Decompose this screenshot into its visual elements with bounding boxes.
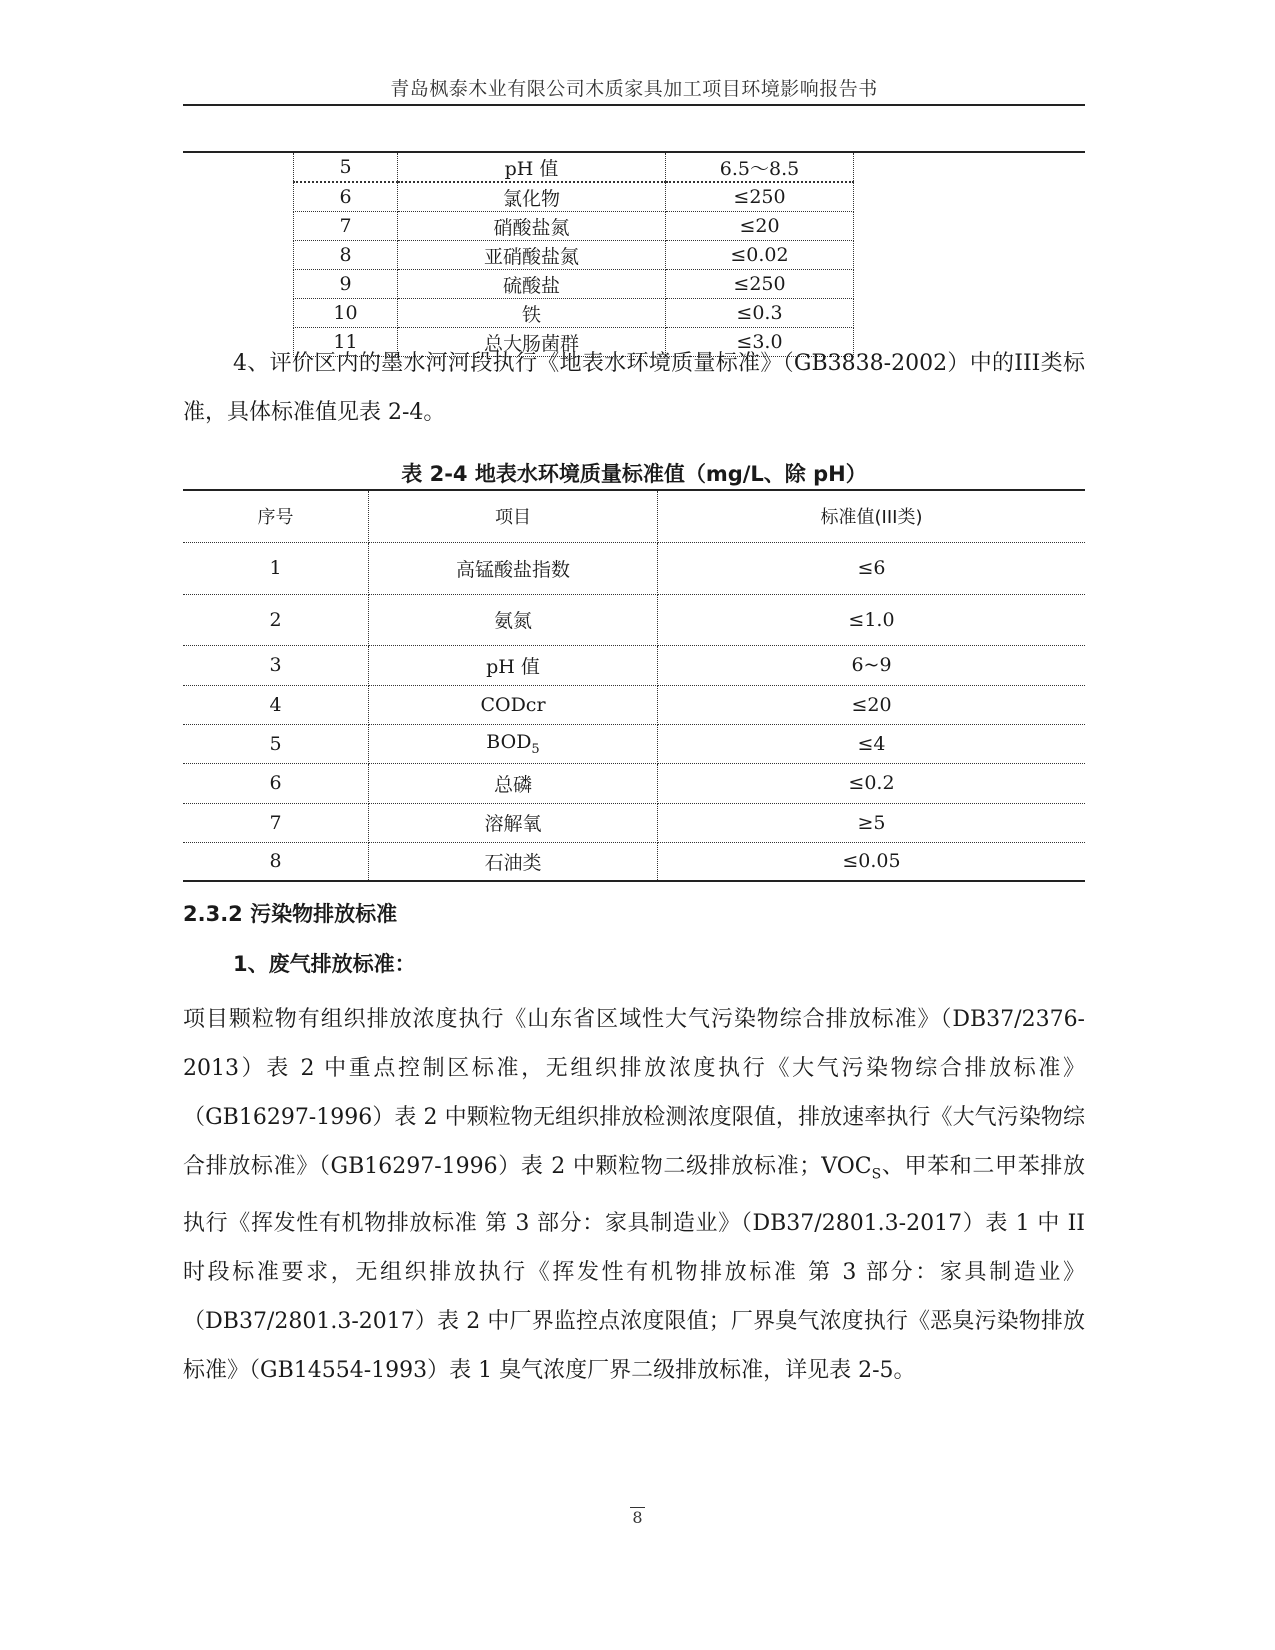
cell-item bbox=[369, 645, 658, 685]
table-row bbox=[294, 270, 854, 299]
table-row bbox=[183, 594, 1085, 645]
cell-item: 硫酸盐 bbox=[398, 270, 666, 299]
emission-text-part2: 、甲苯和二甲苯排放执行《挥发性有机物排放标准 第 3 部分：家具制造业》（DB37/2801.3-2017）表 1 中 II 时段标准要求，无组织排放执行《挥发性有机物排放标准 第 3 部分：家具制造业》（DB37/2801.3-2017）表 2 中厂界监控点浓度限值；厂界臭气浓度执行《恶臭污染物排放标准》（GB14554-1993）表 1 臭气浓度厂界二级排放标准，详见表 2-5。 bbox=[183, 1154, 1085, 1384]
table-2-4 bbox=[183, 489, 1085, 882]
paragraph-surface-water: 4、评价区内的墨水河河段执行《地表水环境质量标准》（GB3838-2002）中的III类标准，具体标准值见表 2-4。 bbox=[183, 351, 1085, 425]
cell-item-text: 石油类 bbox=[484, 851, 542, 874]
cell-value: ≤0.05 bbox=[842, 850, 901, 873]
page-number bbox=[0, 1508, 1275, 1527]
header-value: 标准值(III类) bbox=[658, 490, 1086, 542]
emission-text-part1: 项目颗粒物有组织排放浓度执行《山东省区域性大气污染物综合排放标准》（DB37/2376-2013）表 2 中重点控制区标准，无组织排放浓度执行《大气污染物综合排放标准》（GB16297-1996）表 2 中颗粒物无组织排放检测浓度限值，排放速率执行《大气污染物综合排放标准》（GB16297-1996）表 2 中颗粒物二级排放标准；VOC bbox=[183, 1007, 1085, 1179]
cell-value: ≤0.02 bbox=[666, 241, 854, 270]
cell-item bbox=[369, 594, 658, 645]
cell-no: 11 bbox=[294, 328, 398, 357]
page-number-text: 8 bbox=[632, 1508, 643, 1527]
cell-item bbox=[369, 724, 658, 763]
table-row bbox=[294, 241, 854, 270]
cell-item-text: CODcr bbox=[480, 693, 546, 716]
table-row bbox=[294, 299, 854, 328]
section-heading: 2.3.2 污染物排放标准 bbox=[183, 902, 398, 926]
table-row bbox=[183, 763, 1085, 803]
table-row bbox=[294, 182, 854, 212]
cell-no: 6 bbox=[294, 182, 398, 212]
cell-item bbox=[369, 542, 658, 594]
cell-value: 6~9 bbox=[658, 645, 1086, 685]
cell-no: 3 bbox=[183, 645, 369, 685]
table-row bbox=[183, 685, 1085, 724]
cell-item bbox=[369, 763, 658, 803]
subsection-heading: 1、废气排放标准： bbox=[233, 952, 416, 976]
cell-value: ≥5 bbox=[658, 803, 1086, 842]
cell-no: 9 bbox=[294, 270, 398, 299]
cell-item: 硝酸盐氮 bbox=[398, 212, 666, 241]
cell-item bbox=[369, 685, 658, 724]
cell-item-subscript: 5 bbox=[531, 741, 540, 757]
cell-item: 亚硝酸盐氮 bbox=[398, 241, 666, 270]
cell-item-text: 氨氮 bbox=[493, 610, 532, 632]
cell-item bbox=[369, 803, 658, 842]
continued-standard-table bbox=[293, 153, 854, 357]
table-row bbox=[183, 645, 1085, 685]
cell-value: ≤0.2 bbox=[658, 763, 1086, 803]
cell-value: ≤20 bbox=[658, 685, 1086, 724]
table-row bbox=[294, 212, 854, 241]
table-row bbox=[183, 542, 1085, 594]
header-rule bbox=[183, 104, 1085, 106]
cell-value: ≤250 bbox=[666, 182, 854, 212]
cell-item-text: pH 值 bbox=[486, 655, 540, 678]
cell-value: 6.5～8.5 bbox=[666, 153, 854, 182]
cell-value: ≤6 bbox=[658, 542, 1086, 594]
cell-item: pH 值 bbox=[398, 153, 666, 182]
cell-value: ≤0.3 bbox=[666, 299, 854, 328]
cell-value: ≤3.0 bbox=[666, 328, 854, 357]
cell-no: 8 bbox=[294, 241, 398, 270]
cell-item-text: BOD bbox=[486, 730, 532, 753]
cell-value: ≤250 bbox=[666, 270, 854, 299]
table-row bbox=[294, 153, 854, 182]
table-row bbox=[183, 842, 1085, 881]
header-item: 项目 bbox=[369, 490, 658, 542]
cell-item bbox=[369, 842, 658, 881]
cell-no: 8 bbox=[183, 842, 369, 881]
cell-value: ≤1.0 bbox=[658, 594, 1086, 645]
cell-no: 6 bbox=[183, 763, 369, 803]
page-header: 青岛枫泰木业有限公司木质家具加工项目环境影响报告书 bbox=[390, 78, 878, 100]
cell-no: 5 bbox=[294, 153, 398, 182]
cell-no: 5 bbox=[183, 724, 369, 763]
cell-no: 1 bbox=[183, 542, 369, 594]
cell-item: 铁 bbox=[398, 299, 666, 328]
table-row bbox=[183, 724, 1085, 763]
paragraph-emission-standards bbox=[183, 946, 1085, 1395]
cell-value: ≤4 bbox=[658, 724, 1086, 763]
cell-item-text: 溶解氧 bbox=[484, 813, 542, 835]
cell-no: 7 bbox=[294, 212, 398, 241]
cell-no: 7 bbox=[183, 803, 369, 842]
cell-no: 10 bbox=[294, 299, 398, 328]
voc-subscript: S bbox=[871, 1166, 882, 1183]
cell-item-text: 总磷 bbox=[493, 773, 532, 796]
cell-item: 总大肠菌群 bbox=[398, 328, 666, 357]
header-no: 序号 bbox=[183, 490, 369, 542]
table-2-4-caption: 表 2-4 地表水环境质量标准值（mg/L、除 pH） bbox=[401, 462, 867, 486]
cell-item: 氯化物 bbox=[398, 182, 666, 212]
cell-no: 4 bbox=[183, 685, 369, 724]
table-row bbox=[183, 803, 1085, 842]
cell-value: ≤20 bbox=[666, 212, 854, 241]
cell-item-text: 高锰酸盐指数 bbox=[455, 558, 570, 581]
cell-no: 2 bbox=[183, 594, 369, 645]
